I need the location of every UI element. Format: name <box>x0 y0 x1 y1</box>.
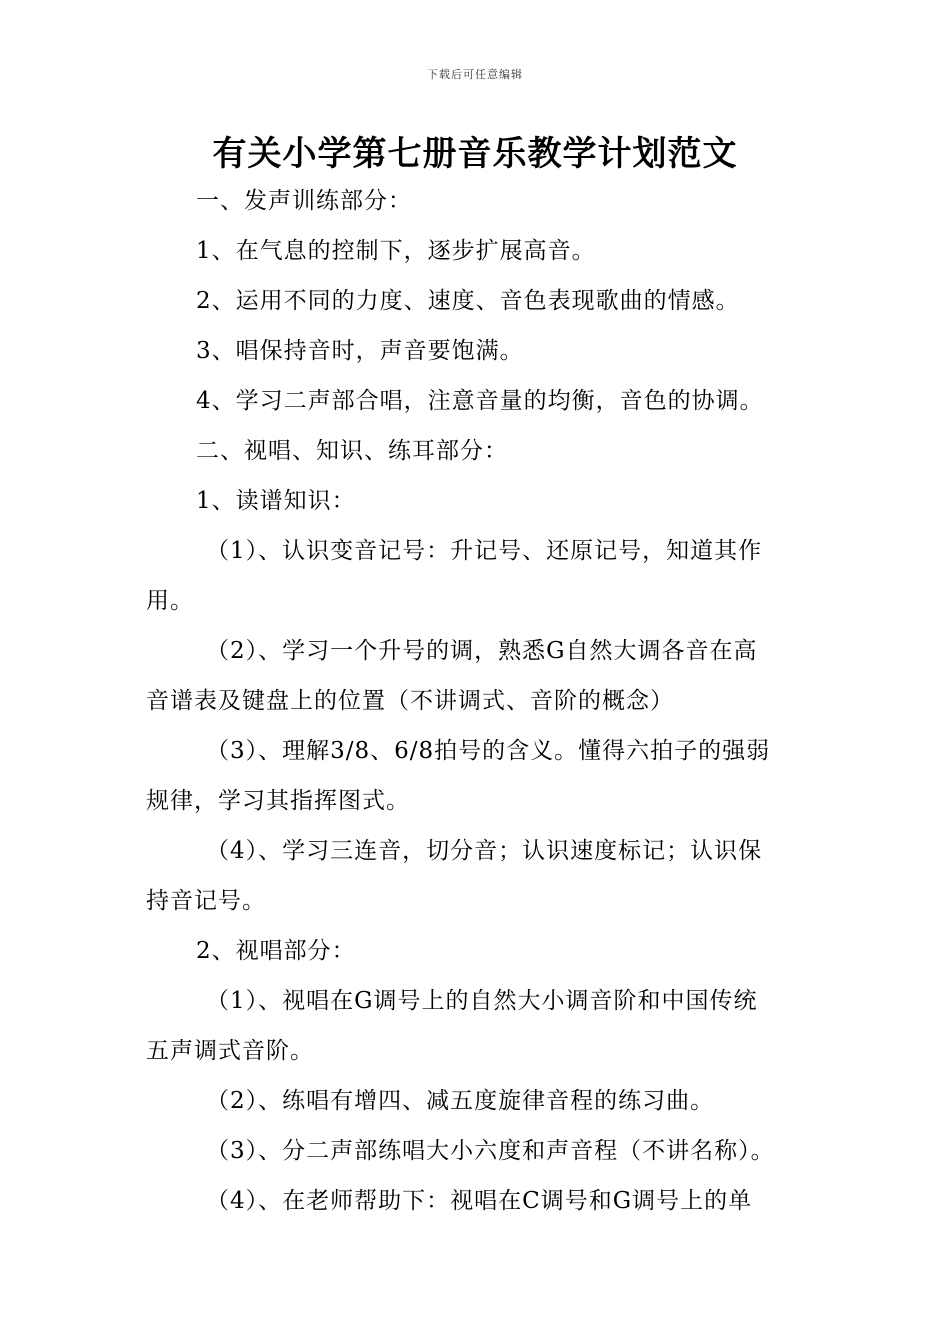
header-note: 下载后可任意编辑 <box>427 68 523 81</box>
paragraph-line: （4）、学习三连音，切分音；认识速度标记；认识保 <box>206 838 763 864</box>
document-title: 有关小学第七册音乐教学计划范文 <box>212 134 738 174</box>
paragraph-continuation: 五声调式音阶。 <box>146 1038 314 1064</box>
paragraph-line: （2）、练唱有增四、减五度旋律音程的练习曲。 <box>206 1088 715 1114</box>
paragraph-line: （2）、学习一个升号的调，熟悉G自然大调各音在高 <box>206 638 758 664</box>
paragraph-line: （3）、分二声部练唱大小六度和声音程（不讲名称）。 <box>206 1138 775 1164</box>
subsection-heading: 1、读谱知识： <box>196 488 356 514</box>
paragraph-line: 3、唱保持音时，声音要饱满。 <box>196 338 524 364</box>
paragraph-line: （1）、视唱在G调号上的自然大小调音阶和中国传统 <box>206 988 758 1014</box>
paragraph-line: 4、学习二声部合唱，注意音量的均衡，音色的协调。 <box>196 388 764 414</box>
paragraph-line: 2、运用不同的力度、速度、音色表现歌曲的情感。 <box>196 288 740 314</box>
paragraph-continuation: 音谱表及键盘上的位置（不讲调式、音阶的概念） <box>146 688 674 714</box>
subsection-heading: 2、视唱部分： <box>196 938 356 964</box>
paragraph-line: 1、在气息的控制下，逐步扩展高音。 <box>196 238 596 264</box>
paragraph-continuation: 持音记号。 <box>146 888 266 914</box>
section-heading-1: 一、发声训练部分： <box>196 188 412 214</box>
document-body <box>146 176 811 1226</box>
paragraph-line: （3）、理解3/8、6/8拍号的含义。懂得六拍子的强弱 <box>206 738 771 764</box>
paragraph-line: （4）、在老师帮助下：视唱在C调号和G调号上的单 <box>206 1188 753 1214</box>
paragraph-continuation: 用。 <box>146 588 194 614</box>
paragraph-continuation: 规律，学习其指挥图式。 <box>146 788 410 814</box>
section-heading-2: 二、视唱、知识、练耳部分： <box>196 438 508 464</box>
paragraph-line: （1）、认识变音记号：升记号、还原记号，知道其作 <box>206 538 763 564</box>
